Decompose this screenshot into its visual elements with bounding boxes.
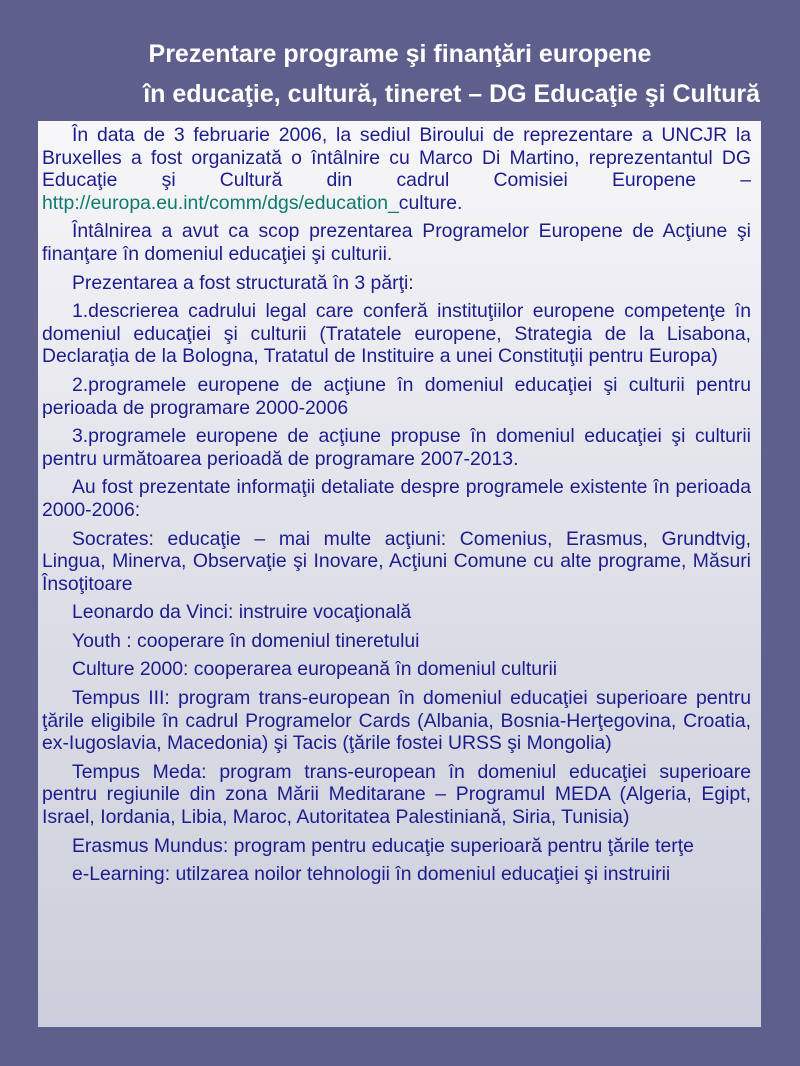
part-1-paragraph: 1.descrierea cadrului legal care conferă instituţiilor europene competenţe în domeniul educaţiei şi culturii (Tratatele europene, Strategia de la Lisabona, Declaraţia de la Bologna, Tratatul de Instituire a unei Constituţii pentru Europa) [42, 300, 751, 368]
program-tempus-iii: Tempus III: program trans-european în domeniul educaţiei superioare pentru ţările eligibile în cadrul Programelor Cards (Albania, Bosnia-Herţegovina, Croatia, ex-Iugoslavia, Macedonia) şi Tacis (ţările fostei URSS şi Mongolia) [42, 687, 751, 755]
part-2-paragraph: 2.programele europene de acţiune în domeniul educaţiei şi culturii pentru perioada de programare 2000-2006 [42, 373, 751, 419]
programs-intro-paragraph: Au fost prezentate informaţii detaliate despre programele existente în perioada 2000-2006: [42, 476, 751, 521]
intro-paragraph [42, 124, 751, 214]
title-line-1: Prezentare programe şi finanţări europene [148, 40, 652, 68]
education-culture-link[interactable]: http://europa.eu.int/comm/dgs/education_ [42, 191, 399, 214]
intro-text: În data de 3 februarie 2006, la sediul Biroului de reprezentare a UNCJR la Bruxelles a fost organizată o întâlnire cu Marco Di Martino, reprezentantul DG Educaţie şi Cultură din cadrul Comisiei Europene – [42, 124, 751, 192]
program-leonardo: Leonardo da Vinci: instruire vocaţională [72, 601, 412, 624]
slide-title [0, 34, 800, 114]
program-culture-2000: Culture 2000: cooperarea europeană în domeniul culturii [72, 658, 558, 681]
part-3-paragraph: 3.programele europene de acţiune propuse în domeniul educaţiei şi culturii pentru următoarea perioadă de programare 2007-2013. [42, 425, 751, 470]
structure-paragraph: Prezentarea a fost structurată în 3 părţi: [72, 271, 414, 294]
program-e-learning: e-Learning: utilzarea noilor tehnologii în domeniul educaţiei şi instruirii [72, 863, 671, 886]
program-socrates: Socrates: educaţie – mai multe acţiuni: Comenius, Erasmus, Grundtvig, Lingua, Minerva, Observaţie şi Inovare, Acţiuni Comune cu alte programe, Măsuri Însoţitoare [42, 527, 751, 595]
intro-text-end: culture. [398, 191, 463, 214]
program-youth: Youth : cooperare în domeniul tineretului [72, 629, 420, 652]
content-panel [38, 121, 761, 1027]
program-erasmus-mundus: Erasmus Mundus: program pentru educaţie superioară pentru ţările terţe [72, 834, 694, 857]
title-line-2: în educaţie, cultură, tineret – DG Educaţie şi Cultură [143, 80, 760, 108]
program-tempus-meda: Tempus Meda: program trans-european în domeniul educaţiei superioare pentru regiunile din zona Mării Meditarane – Programul MEDA (Algeria, Egipt, Israel, Iordania, Libia, Maroc, Autoritatea Palestiniană, Siria, Tunisia) [42, 760, 751, 829]
purpose-paragraph: Întâlnirea a avut ca scop prezentarea Programelor Europene de Acţiune şi finanţare în domeniul educaţiei şi culturii. [42, 220, 751, 265]
